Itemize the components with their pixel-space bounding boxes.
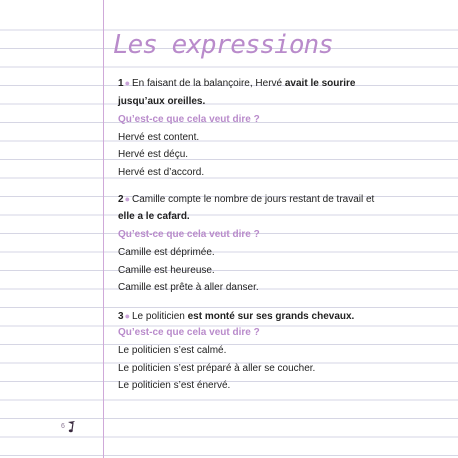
margin-line	[103, 0, 104, 458]
exercise-3-question: Qu’est-ce que cela veut dire ?	[118, 327, 260, 338]
exercise-2-option-1[interactable]: Camille est déprimée.	[118, 247, 215, 258]
page-title: Les expressions	[113, 30, 333, 60]
exercise-2-question: Qu’est-ce que cela veut dire ?	[118, 229, 260, 240]
exercise-3-statement	[118, 310, 354, 323]
exercise-1-option-2[interactable]: Hervé est déçu.	[118, 149, 189, 160]
exercise-2-number: 2	[118, 194, 124, 205]
exercise-2-statement	[118, 193, 374, 206]
exercise-1-statement	[118, 77, 355, 90]
exercise-3-expression: est monté sur ses grands chevaux.	[187, 311, 355, 322]
exercise-1-question: Qu’est-ce que cela veut dire ?	[118, 114, 260, 125]
exercise-2-option-3[interactable]: Camille est prête à aller danser.	[118, 282, 259, 293]
exercise-3-number: 3	[118, 311, 124, 322]
exercise-1-number: 1	[118, 78, 124, 89]
exercise-1-expression-start: avait le sourire	[284, 78, 356, 89]
exercise-3-option-2[interactable]: Le politicien s’est préparé à aller se coucher.	[118, 363, 316, 374]
exercise-3-text: Le politicien	[132, 311, 188, 322]
page-number: 6	[61, 423, 65, 430]
exercise-3-option-3[interactable]: Le politicien s’est énervé.	[118, 380, 231, 391]
exercise-2-option-2[interactable]: Camille est heureuse.	[118, 265, 215, 276]
bullet-dot-icon: ●	[124, 194, 130, 204]
exercise-1-text: En faisant de la balançoire, Hervé	[132, 78, 285, 89]
exercise-2-text: Camille compte le nombre de jours restant de travail et	[132, 194, 375, 205]
exercise-1-expression-end: jusqu’aux oreilles.	[118, 96, 206, 107]
exercise-3-option-1[interactable]: Le politicien s’est calmé.	[118, 345, 227, 356]
bullet-dot-icon: ●	[124, 311, 130, 321]
exercise-1-option-1[interactable]: Hervé est content.	[118, 132, 200, 143]
exercise-2-expression: elle a le cafard.	[118, 211, 190, 222]
music-note-logo-icon	[67, 420, 77, 434]
bullet-dot-icon: ●	[124, 78, 130, 88]
exercise-1-option-3[interactable]: Hervé est d’accord.	[118, 167, 205, 178]
